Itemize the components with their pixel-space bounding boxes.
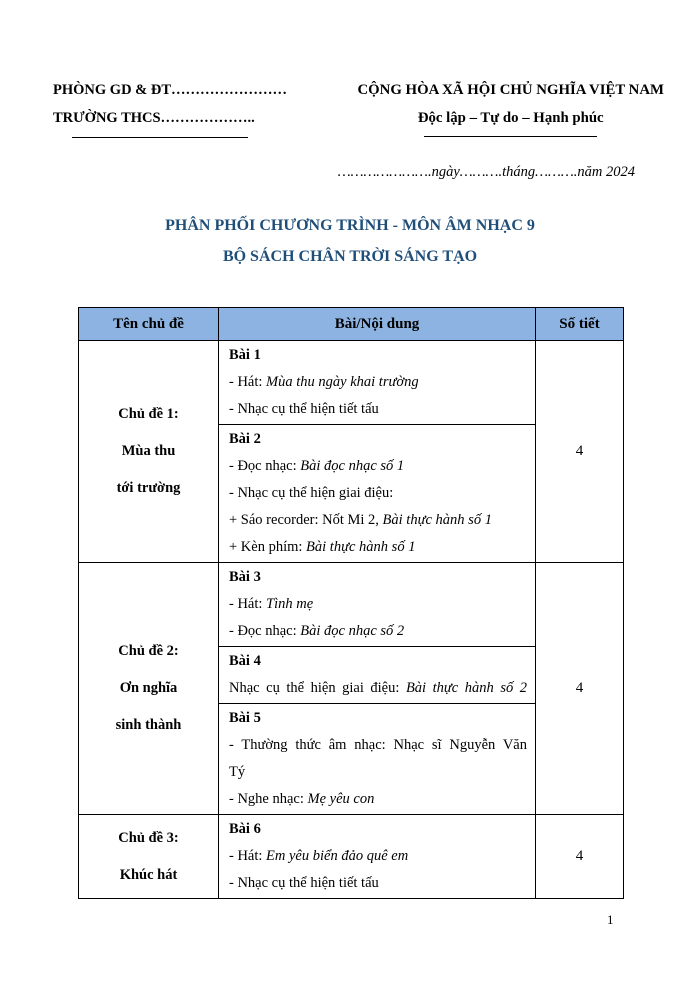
lesson-title: Bài 6 [229, 821, 261, 837]
theme-name-line: sinh thành [115, 717, 182, 733]
letterhead-left [53, 76, 287, 138]
lesson-item-text-run: - Thường thức âm nhạc: Nhạc sĩ Nguyễn Văn [229, 737, 527, 753]
periods-cell: 4 [536, 815, 624, 899]
lesson-item [229, 591, 527, 618]
letterhead-right-rule [424, 136, 597, 137]
theme-name-line: Chủ đề 2: [118, 643, 179, 659]
column-header-periods: Số tiết [536, 308, 624, 341]
theme-name-line: Khúc hát [119, 866, 178, 883]
lesson-item [229, 675, 527, 702]
theme-name-line: Chủ đề 1: [118, 406, 179, 422]
lesson-item-italic-run: Em yêu biển đảo quê em [266, 848, 409, 864]
theme-name-line: Mùa thu [121, 443, 176, 459]
lesson-item [229, 396, 527, 423]
lesson-item [229, 507, 527, 534]
doc-title [0, 210, 700, 272]
lesson-content-cell [219, 563, 536, 647]
lesson-item [229, 618, 527, 645]
lesson-item [229, 786, 527, 813]
lesson-item-text-run: Nhạc cụ thể hiện giai điệu: [229, 680, 406, 696]
lesson-item [229, 732, 527, 759]
lesson-item-text-run: Tý [229, 764, 246, 780]
lesson-item-italic-run: Bài thực hành số 1 [306, 539, 416, 555]
lesson-item-text-run: - Đọc nhạc: [229, 623, 301, 639]
lesson-item [229, 453, 527, 480]
lesson-item-italic-run: Mẹ yêu con [307, 791, 375, 807]
lesson-title: Bài 3 [229, 569, 261, 585]
national-motto-line2: Độc lập – Tự do – Hạnh phúc [417, 110, 604, 126]
lesson-item [229, 480, 527, 507]
lesson-content-cell [219, 425, 536, 563]
lesson-title: Bài 2 [229, 431, 261, 447]
letterhead-right [357, 76, 664, 138]
lesson-item-text-run: - Hát: [229, 848, 267, 864]
lesson-row [79, 341, 624, 425]
lesson-title: Bài 5 [229, 710, 261, 726]
lesson-row [79, 563, 624, 647]
theme-name-cell [79, 563, 219, 815]
lesson-content-cell [219, 341, 536, 425]
periods-cell: 4 [536, 341, 624, 563]
lesson-item-text-run: + Kèn phím: [229, 539, 307, 555]
theme-name-cell [79, 341, 219, 563]
doc-title-line1: PHÂN PHỐI CHƯƠNG TRÌNH - MÔN ÂM NHẠC 9 [165, 217, 535, 234]
lesson-item-text-run: - Nhạc cụ thể hiện giai điệu: [229, 485, 394, 501]
column-header-theme: Tên chủ đề [79, 308, 219, 341]
theme-name-line: Ơn nghĩa [119, 680, 178, 696]
theme-name-line: tới trường [116, 480, 181, 496]
curriculum-table [78, 307, 624, 899]
lesson-item-italic-run: Mùa thu ngày khai trường [266, 374, 419, 390]
letterhead-left-rule [72, 137, 248, 138]
lesson-title: Bài 1 [229, 347, 261, 363]
lesson-content-cell [219, 704, 536, 815]
theme-name-cell [79, 815, 219, 899]
lesson-item [229, 759, 527, 786]
lesson-item-italic-run: Bài thực hành số 1 [382, 512, 492, 528]
column-header-lesson-content: Bài/Nội dung [219, 308, 536, 341]
lesson-item-text-run: - Nhạc cụ thể hiện tiết tấu [229, 401, 379, 417]
lesson-item-text-run: - Nghe nhạc: [229, 791, 308, 807]
lesson-item-text-run: - Nhạc cụ thể hiện tiết tấu [229, 875, 379, 891]
letterhead [0, 0, 700, 138]
lesson-item-text-run: - Hát: [229, 596, 267, 612]
lesson-item [229, 369, 527, 396]
date-line: ………………….ngày……….tháng……….năm 2024 [337, 164, 635, 180]
lesson-content-cell [219, 815, 536, 899]
department-line: PHÒNG GD & ĐT…………………… [53, 82, 288, 98]
lesson-item-italic-run: Bài đọc nhạc số 1 [300, 458, 405, 474]
lesson-item [229, 534, 527, 561]
national-motto-line1: CỘNG HÒA XÃ HỘI CHỦ NGHĨA VIỆT NAM [357, 82, 664, 98]
lesson-title: Bài 4 [229, 653, 261, 669]
school-line: TRƯỜNG THCS……………….. [53, 110, 255, 126]
lesson-item-text-run: + Sáo recorder: Nốt Mi 2, [229, 512, 383, 528]
lesson-item [229, 843, 527, 870]
theme-name-line: Chủ đề 3: [118, 829, 179, 846]
page-number: 1 [607, 912, 614, 927]
lesson-item [229, 870, 527, 897]
table-body [79, 341, 624, 899]
lesson-item-text-run: - Hát: [229, 374, 267, 390]
periods-cell: 4 [536, 563, 624, 815]
lesson-item-italic-run: Bài đọc nhạc số 2 [300, 623, 405, 639]
lesson-row [79, 815, 624, 899]
lesson-item-text-run: - Đọc nhạc: [229, 458, 301, 474]
doc-title-line2: BỘ SÁCH CHÂN TRỜI SÁNG TẠO [222, 248, 478, 265]
lesson-item-italic-run: Tình mẹ [266, 596, 314, 612]
table-header-row [79, 308, 624, 341]
lesson-content-cell [219, 647, 536, 704]
lesson-item-italic-run: Bài thực hành số 2 [405, 680, 527, 696]
